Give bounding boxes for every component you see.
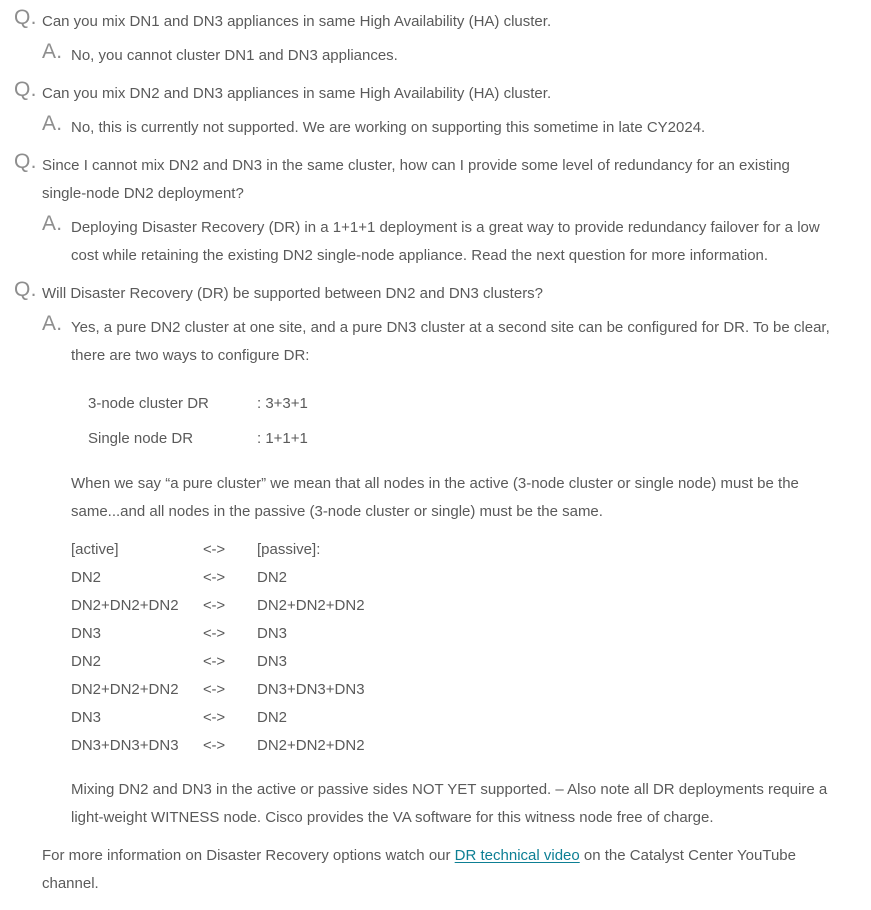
table-header-row <box>0 536 871 564</box>
mixing-note: Mixing DN2 and DN3 in the active or passive sides NOT YET supported. – Also note all DR deployments require a light-weight WITNESS node. Cisco provides the VA software for this witness node free of charge. <box>71 781 828 826</box>
answer-text: No, you cannot cluster DN1 and DN3 appliances. <box>71 47 398 64</box>
table-row <box>0 648 871 676</box>
answer-marker: A. <box>42 112 63 135</box>
answer-row <box>0 314 871 370</box>
question-marker: Q. <box>14 78 37 101</box>
spacer <box>0 832 871 842</box>
pair-active-value: DN3+DN3+DN3 <box>71 737 179 754</box>
dr-option-value: : 1+1+1 <box>257 430 308 447</box>
question-row <box>0 152 871 208</box>
arrow-icon: <-> <box>203 597 225 614</box>
spacer <box>0 380 871 390</box>
answer-text: Deploying Disaster Recovery (DR) in a 1+1+1 deployment is a great way to provide redundancy failover for a low cost while retaining the existing DN2 single-node appliance. Read the next question for more information. <box>71 219 820 264</box>
question-row <box>0 280 871 308</box>
answer-text: No, this is currently not supported. We are working on supporting this sometime in late CY2024. <box>71 119 706 136</box>
spacer <box>0 460 871 470</box>
dr-option-label: Single node DR <box>88 430 194 447</box>
arrow-icon: <-> <box>203 569 225 586</box>
question-text: Can you mix DN2 and DN3 appliances in same High Availability (HA) cluster. <box>42 85 552 102</box>
answer-marker: A. <box>42 212 63 235</box>
answer-marker: A. <box>42 40 63 63</box>
footer-paragraph <box>0 842 871 898</box>
answer-row <box>0 114 871 142</box>
question-marker: Q. <box>14 6 37 29</box>
arrow-icon: <-> <box>203 541 225 558</box>
arrow-icon: <-> <box>203 709 225 726</box>
pair-passive-value: DN3 <box>257 625 288 642</box>
question-row <box>0 80 871 108</box>
pair-passive-value: DN2+DN2+DN2 <box>257 597 365 614</box>
pair-passive-value: DN3+DN3+DN3 <box>257 681 365 698</box>
faq-entry <box>0 280 871 898</box>
arrow-icon: <-> <box>203 737 225 754</box>
pair-passive-value: DN2+DN2+DN2 <box>257 737 365 754</box>
dr-technical-video-link[interactable]: DR technical video <box>454 847 580 864</box>
question-text: Will Disaster Recovery (DR) be supported between DN2 and DN3 clusters? <box>42 285 544 302</box>
faq-entry <box>0 152 871 270</box>
pair-passive-value: DN2 <box>257 709 288 726</box>
pair-active-value: DN2+DN2+DN2 <box>71 681 179 698</box>
arrow-icon: <-> <box>203 681 225 698</box>
table-row <box>0 704 871 732</box>
table-row <box>0 676 871 704</box>
answer-marker: A. <box>42 312 63 335</box>
footer-prefix-text: For more information on Disaster Recovery options watch our <box>42 847 455 864</box>
table-row <box>0 620 871 648</box>
table-row <box>0 564 871 592</box>
question-marker: Q. <box>14 150 37 173</box>
column-header-passive: [passive]: <box>257 541 321 558</box>
answer-text: Yes, a pure DN2 cluster at one site, and a pure DN3 cluster at a second site can be configured for DR. To be clear, there are two ways to configure DR: <box>71 319 830 364</box>
table-row <box>0 592 871 620</box>
question-text: Since I cannot mix DN2 and DN3 in the same cluster, how can I provide some level of redundancy for an existing single-node DN2 deployment? <box>42 157 790 202</box>
pair-passive-value: DN2 <box>257 569 288 586</box>
spacer <box>0 760 871 776</box>
pair-active-value: DN2+DN2+DN2 <box>71 597 179 614</box>
pair-active-value: DN2 <box>71 653 102 670</box>
dr-option-row <box>0 425 871 460</box>
dr-pair-table <box>0 536 871 760</box>
faq-entry <box>0 8 871 70</box>
question-marker: Q. <box>14 278 37 301</box>
table-row <box>0 732 871 760</box>
dr-option-value: : 3+3+1 <box>257 395 308 412</box>
faq-entry <box>0 80 871 142</box>
pair-active-value: DN3 <box>71 709 102 726</box>
question-text: Can you mix DN1 and DN3 appliances in same High Availability (HA) cluster. <box>42 13 552 30</box>
pair-active-value: DN3 <box>71 625 102 642</box>
pair-passive-value: DN3 <box>257 653 288 670</box>
pair-active-value: DN2 <box>71 569 102 586</box>
dr-option-row <box>0 390 871 425</box>
question-row <box>0 8 871 36</box>
pure-cluster-note: When we say “a pure cluster” we mean that all nodes in the active (3-node cluster or single node) must be the same...and all nodes in the passive (3-node cluster or single) must be the same. <box>71 475 799 520</box>
spacer <box>0 526 871 536</box>
arrow-icon: <-> <box>203 653 225 670</box>
column-header-active: [active] <box>71 541 119 558</box>
dr-option-label: 3-node cluster DR <box>88 395 209 412</box>
answer-row <box>0 42 871 70</box>
answer-row <box>0 214 871 270</box>
arrow-icon: <-> <box>203 625 225 642</box>
footer-suffix-text: on the Catalyst Center YouTube channel. <box>42 847 796 892</box>
